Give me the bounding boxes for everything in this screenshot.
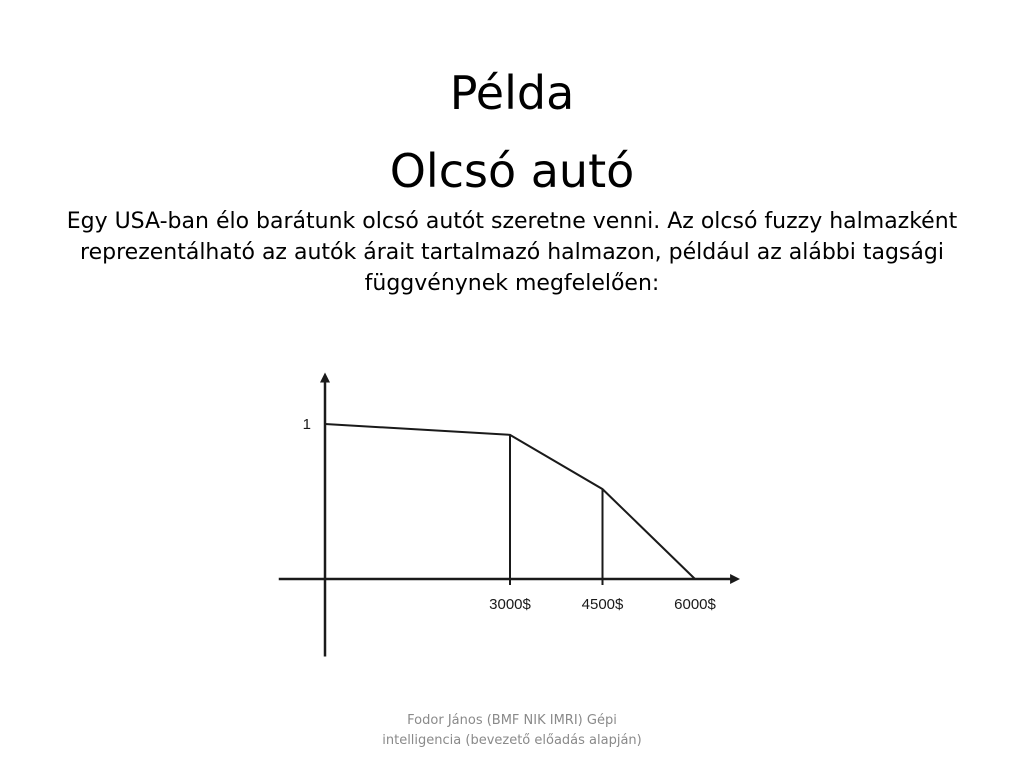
slide-footer	[360, 711, 664, 751]
x-tick-label-6000: 6000$	[674, 596, 716, 613]
y-tick-label-1: 1	[302, 416, 311, 433]
footer-line1: Fodor János (BMF NIK IMRI) Gépi	[407, 713, 617, 728]
slide-title-line2: Olcsó autó	[389, 144, 635, 198]
footer-line2: intelligencia (bevezető előadás alapján)	[382, 733, 642, 748]
x-tick-label-3000: 3000$	[489, 596, 531, 613]
slide-body-text: Egy USA-ban élo barátunk olcsó autót szeretne venni. Az olcsó fuzzy halmazként reprezentálható az autók árait tartalmazó halmazon, például az alábbi tagsági függvénynek megfelelően:	[66, 209, 958, 296]
slide-title-line1: Példa	[449, 66, 575, 120]
x-tick-label-4500: 4500$	[581, 596, 624, 613]
